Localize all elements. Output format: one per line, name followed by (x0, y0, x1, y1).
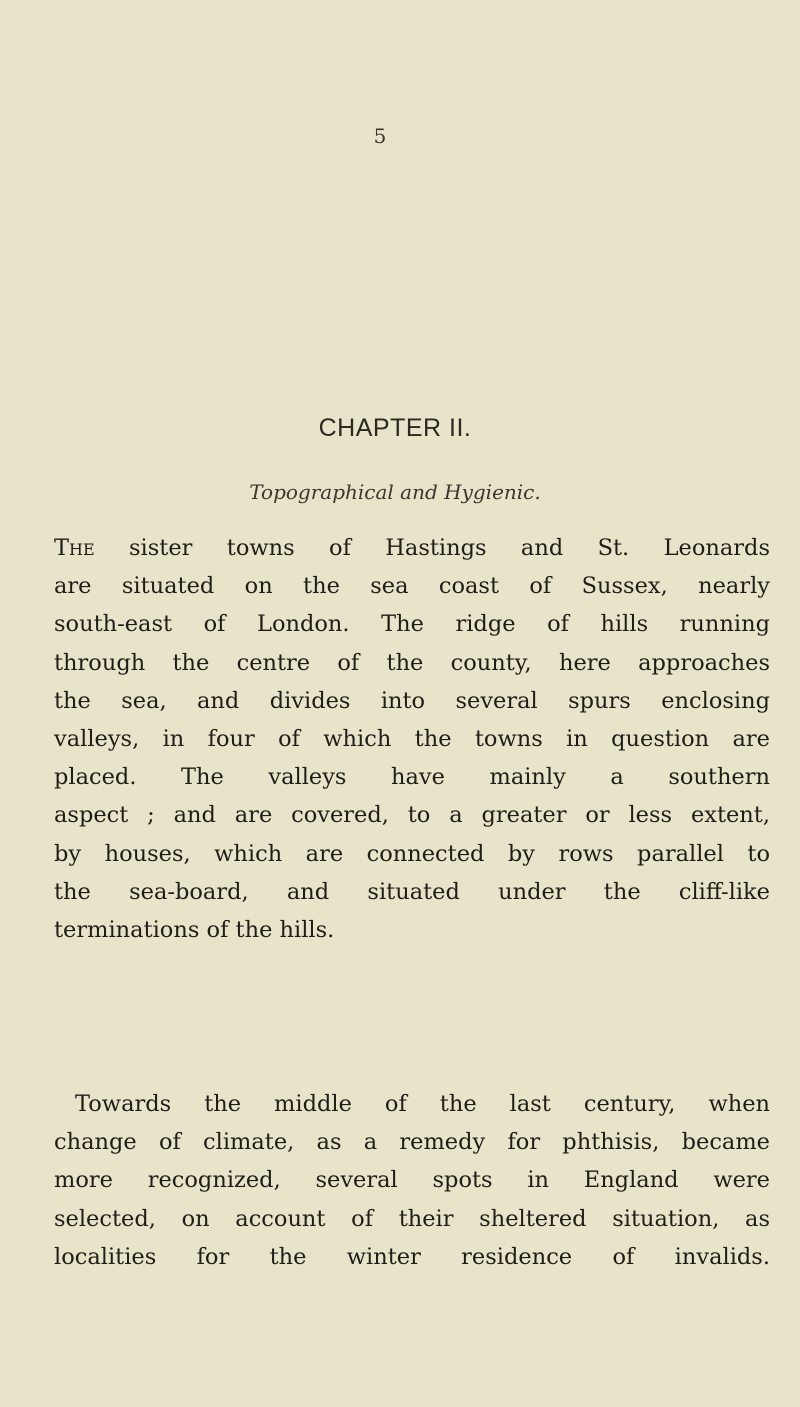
paragraph-line: Towards the middle of the last century, when (75, 1091, 770, 1117)
lead-word: The (54, 535, 95, 561)
paragraph-1 (54, 529, 770, 949)
paragraph-line: placed. The valleys have mainly a southern (54, 764, 770, 791)
paragraph-line: valleys, in four of which the towns in question are (54, 726, 770, 753)
paragraph-line: are situated on the sea coast of Sussex, nearly (54, 573, 770, 600)
paragraph-2 (54, 1085, 770, 1276)
chapter-subtitle: Topographical and Hygienic. (249, 480, 541, 504)
paragraph-line: south-east of London. The ridge of hills running (54, 611, 770, 638)
paragraph-line: the sea, and divides into several spurs enclosing (54, 687, 770, 714)
paragraph-line: localities for the winter residence of invalids. (54, 1243, 770, 1270)
paragraph-line: The sister towns of Hastings and St. Leonards (54, 535, 770, 561)
paragraph-line: the sea-board, and situated under the cliff-like (54, 878, 770, 905)
paragraph-line: terminations of the hills. (54, 917, 335, 944)
paragraph-line: more recognized, several spots in England were (54, 1167, 770, 1194)
page-number: 5 (373, 124, 387, 148)
paragraph-line: aspect ; and are covered, to a greater or less extent, (54, 802, 770, 829)
paragraph-line: selected, on account of their sheltered situation, as (54, 1205, 770, 1232)
paragraph-line: change of climate, as a remedy for phthisis, became (54, 1129, 770, 1156)
paragraph-line: by houses, which are connected by rows parallel to (54, 840, 770, 867)
paragraph-line: through the centre of the county, here approaches (54, 649, 770, 676)
chapter-title: CHAPTER II. (318, 414, 472, 442)
